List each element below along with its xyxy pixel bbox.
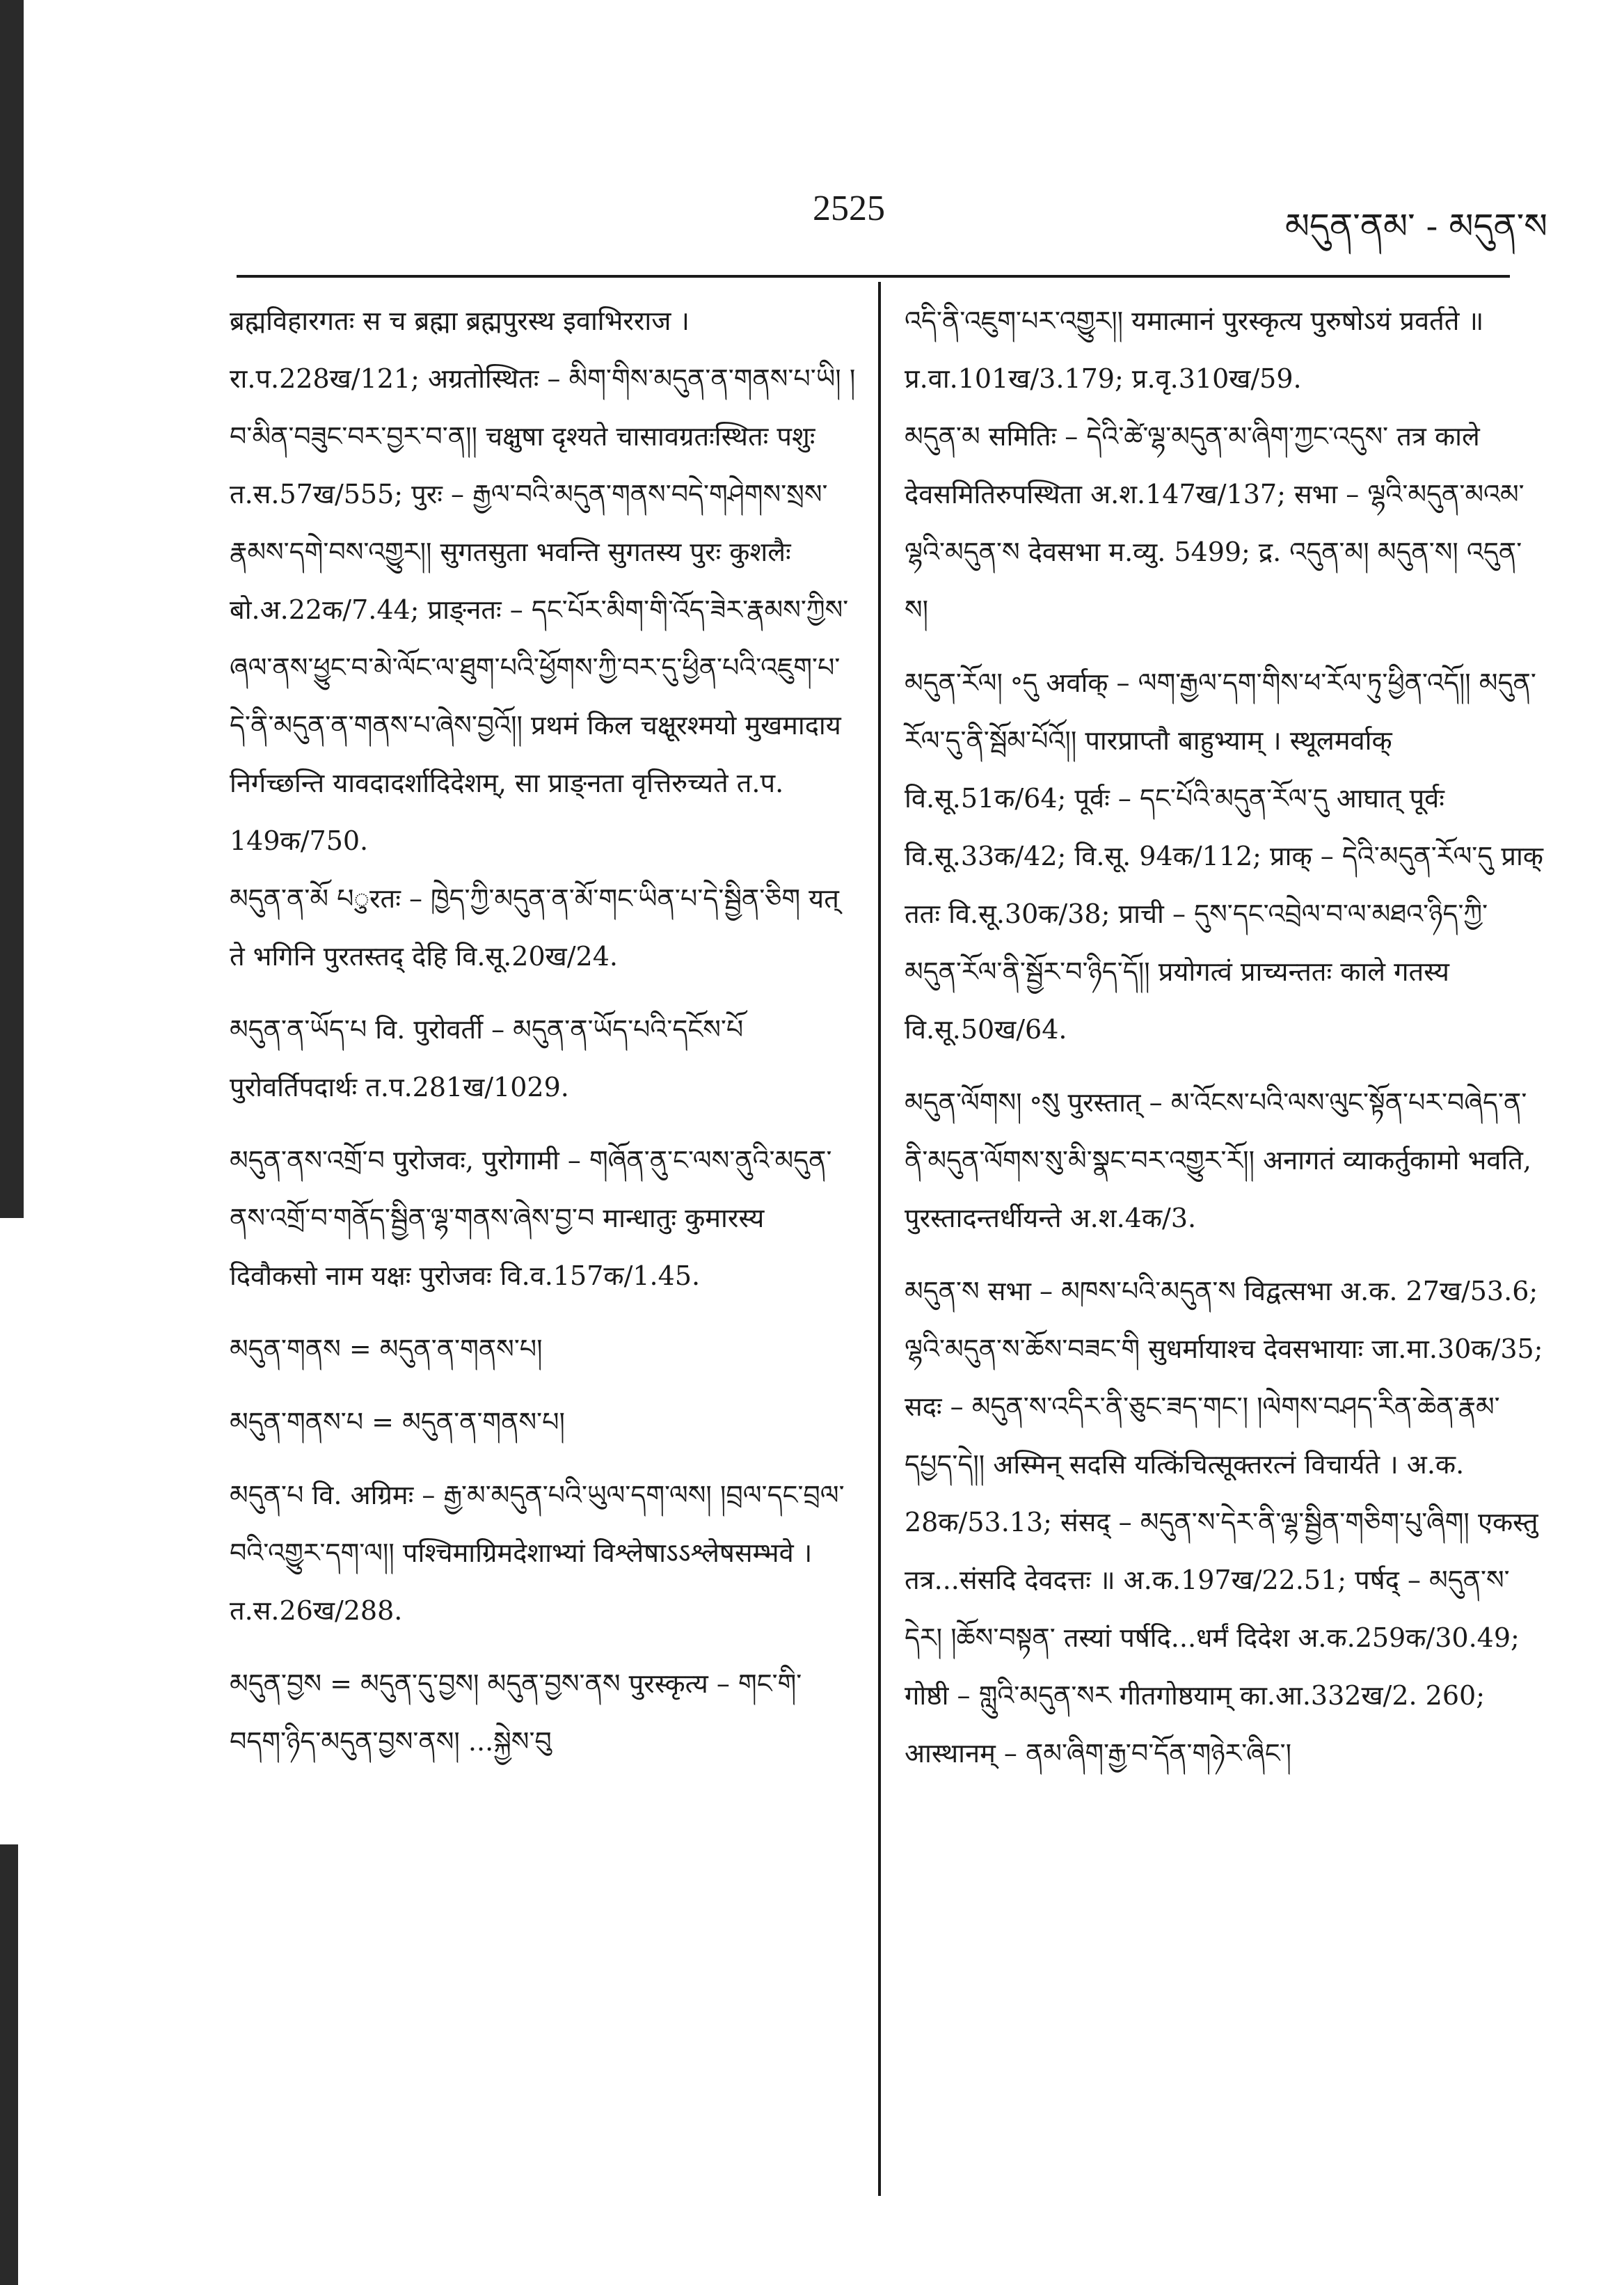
- scan-edge-shadow-bottom: [0, 1844, 18, 2285]
- page-number: 2525: [813, 189, 885, 228]
- dictionary-entry: མདུན་བྱས = མདུན་དུ་བྱས། མདུན་བྱས་ནས पुरस्कृत्य – གང་གི་བདག་ཉིད་མདུན་བྱས་ནས། ...སྐྱེས་བུ: [230, 1668, 802, 1757]
- dictionary-entry: མདུན་ལོགས། ॰སུ पुरस्तात् – མ་འོངས་པའི་ལས་ལུང་སྟོན་པར་བཞེད་ན་ནི་མདུན་ལོགས་སུ་མི་སྣང་བར་འགྱུར་རོ།། अनागतं व्याकर्तुकामो भवति, पुरस्तादन्तर्धीयन्ते अ.श.4क/3.: [905, 1087, 1532, 1233]
- dictionary-entry: མདུན་མ समितिः – དེའི་ཚེ་ལྷ་མདུན་མ་ཞིག་ཀྱང་འདུས་ तत्र काले देवसमितिरुपस्थिता अ.श.147ख/137; सभा – ལྷའི་མདུན་མའམ་ལྷའི་མདུན་ས देवसभा म.व्यु. 5499; द्र. འདུན་མ། མདུན་ས། འདུན་ས།: [905, 421, 1525, 625]
- header-rule: [237, 275, 1510, 278]
- running-head: མདུན་ནམ་ - མདུན་ས: [1284, 206, 1547, 246]
- cross-reference-entry: མདུན་གནས་པ = མདུན་ན་གནས་པ།: [230, 1407, 565, 1437]
- left-column: [230, 292, 856, 1786]
- cross-reference-entry: མདུན་གནས = མདུན་ན་གནས་པ།: [230, 1334, 543, 1364]
- dictionary-entry: མདུན་ནས་འགྲོ་བ पुरोजवः, पुरोगामी – གཞོན་ནུ་ང་ལས་ནུའི་མདུན་ནས་འགྲོ་བ་གནོད་སྦྱིན་ལྷ་གནས་ཞེས་བྱ་བ मान्धातुः कुमारस्य दिवौकसो नाम यक्षः पुरोजवः वि.व.157क/1.45.: [230, 1145, 832, 1291]
- dictionary-entry: མདུན་ས सभा – མཁས་པའི་མདུན་ས विद्वत्सभा अ.क. 27ख/53.6; ལྷའི་མདུན་ས་ཆོས་བཟང་གི सुधर्मायाश्च देवसभायाः जा.मा.30क/35; सदः – མདུན་ས་འདིར་ནི་ཅུང་ཟད་གང་། །ལེགས་བཤད་རིན་ཆེན་རྣམ་དཔྱད་དེ།། अस्मिन् सदसि यत्किंचित्सूक्तरत्नं विचार्यते । अ.क. 28क/53.13; संसद् – མདུན་ས་དེར་ནི་ལྷ་སྦྱིན་གཅིག་པུ་ཞིག། एकस्तु तत्र...संसदि देवदत्तः ॥ अ.क.197ख/22.51; पर्षद् – མདུན་ས་དེར། །ཆོས་བསྟན་ तस्यां पर्षदि...धर्मं दिदेश अ.क.259क/30.49; गोष्ठी – གླུའི་མདུན་སར गीतगोष्ठयाम् का.आ.332ख/2. 260; आस्थानम् – ནམ་ཞིག་རྒྱ་བ་དོན་གཉེར་ཞིང་།: [905, 1276, 1543, 1769]
- dictionary-entry: མདུན་ན་མོ པुरतः – ཁྱེད་ཀྱི་མདུན་ན་མོ་གང་ཡིན་པ་དེ་སྦྱིན་ཅིག यत् ते भगिनि पुरतस्तद् देहि वि.सू.20ख/24.: [230, 883, 839, 972]
- right-column: [905, 292, 1545, 1798]
- dictionary-entry: མདུན་ན་ཡོད་པ वि. पुरोवर्ती – མདུན་ན་ཡོད་པའི་དངོས་པོ पुरोवर्तिपदार्थः त.प.281ख/1029.: [230, 1014, 744, 1102]
- dictionary-entry-continuation: ब्रह्मविहारगतः स च ब्रह्मा ब्रह्मपुरस्थ इवाभिरराज । रा.प.228ख/121; अग्रतोस्थितः – མིག་གིས་མདུན་ན་གནས་པ་ཡི། །བ་མིན་བཟུང་བར་བྱར་བ་ན།། चक्षुषा दृश्यते चासावग्रतःस्थितः पशुः त.स.57ख/555; पुरः – རྒྱལ་བའི་མདུན་གནས་བདེ་གཤེགས་སྲས་རྣམས་དགེ་བས་འགྱུར།། सुगतसुता भवन्ति सुगतस्य पुरः कुशलैः बो.अ.22क/7.44; प्राङ्नतः – དང་པོར་མིག་གི་འོད་ཟེར་རྣམས་ཀྱིས་ཞལ་ནས་ཕྱུང་བ་མེ་ལོང་ལ་ཐུག་པའི་ཕྱོགས་ཀྱི་བར་དུ་ཕྱིན་པའི་འཇུག་པ་དེ་ནི་མདུན་ན་གནས་པ་ཞེས་བྱའོ།། प्रथमं किल चक्षूरश्मयो मुखमादाय निर्गच्छन्ति यावदादर्शादिदेशम्, सा प्राङ्नता वृत्तिरुच्यते त.प. 149क/750.: [230, 306, 856, 856]
- dictionary-entry-continuation: འདི་ནི་འཇུག་པར་འགྱུར།། यमात्मानं पुरस्कृत्य पुरुषोऽयं प्रवर्तते ॥ प्र.वा.101ख/3.179; प्र.वृ.310ख/59.: [905, 306, 1484, 394]
- dictionary-entry: མདུན་རོལ། ॰དུ अर्वाक् – ལག་རྒྱལ་དག་གིས་ཕ་རོལ་ཏུ་ཕྱིན་འདོ།། མདུན་རོལ་དུ་ནི་སྦོམ་པོའོ།། पारप्राप्तौ बाहुभ्याम् । स्थूलमर्वाक् वि.सू.51क/64; पूर्वः – དང་པོའི་མདུན་རོལ་དུ आघात् पूर्वः वि.सू.33क/42; वि.सू. 94क/112; प्राक् – དེའི་མདུན་རོལ་དུ प्राक् ततः वि.सू.30क/38; प्राची – དུས་དང་འབྲེལ་བ་ལ་མཐའ་ཉིད་ཀྱི་མདུན་རོལ་ནི་སྦྱོར་བ་ཉིད་དོ།། प्रयोगत्वं प्राच्यन्ततः काले गतस्य वि.सू.50ख/64.: [905, 667, 1543, 1045]
- column-divider: [878, 282, 881, 2196]
- scan-edge-shadow-top: [0, 0, 24, 1218]
- dictionary-entry: མདུན་པ वि. अग्रिमः – རྒྱ་མ་མདུན་པའི་ཡུལ་དག་ལས། །བྲལ་དང་བྲལ་བའི་འགྱུར་དག་ལ།། पश्चिमाग्रिमदेशाभ्यां विश्लेषाऽऽश्लेषसम्भवे । त.स.26ख/288.: [230, 1480, 845, 1626]
